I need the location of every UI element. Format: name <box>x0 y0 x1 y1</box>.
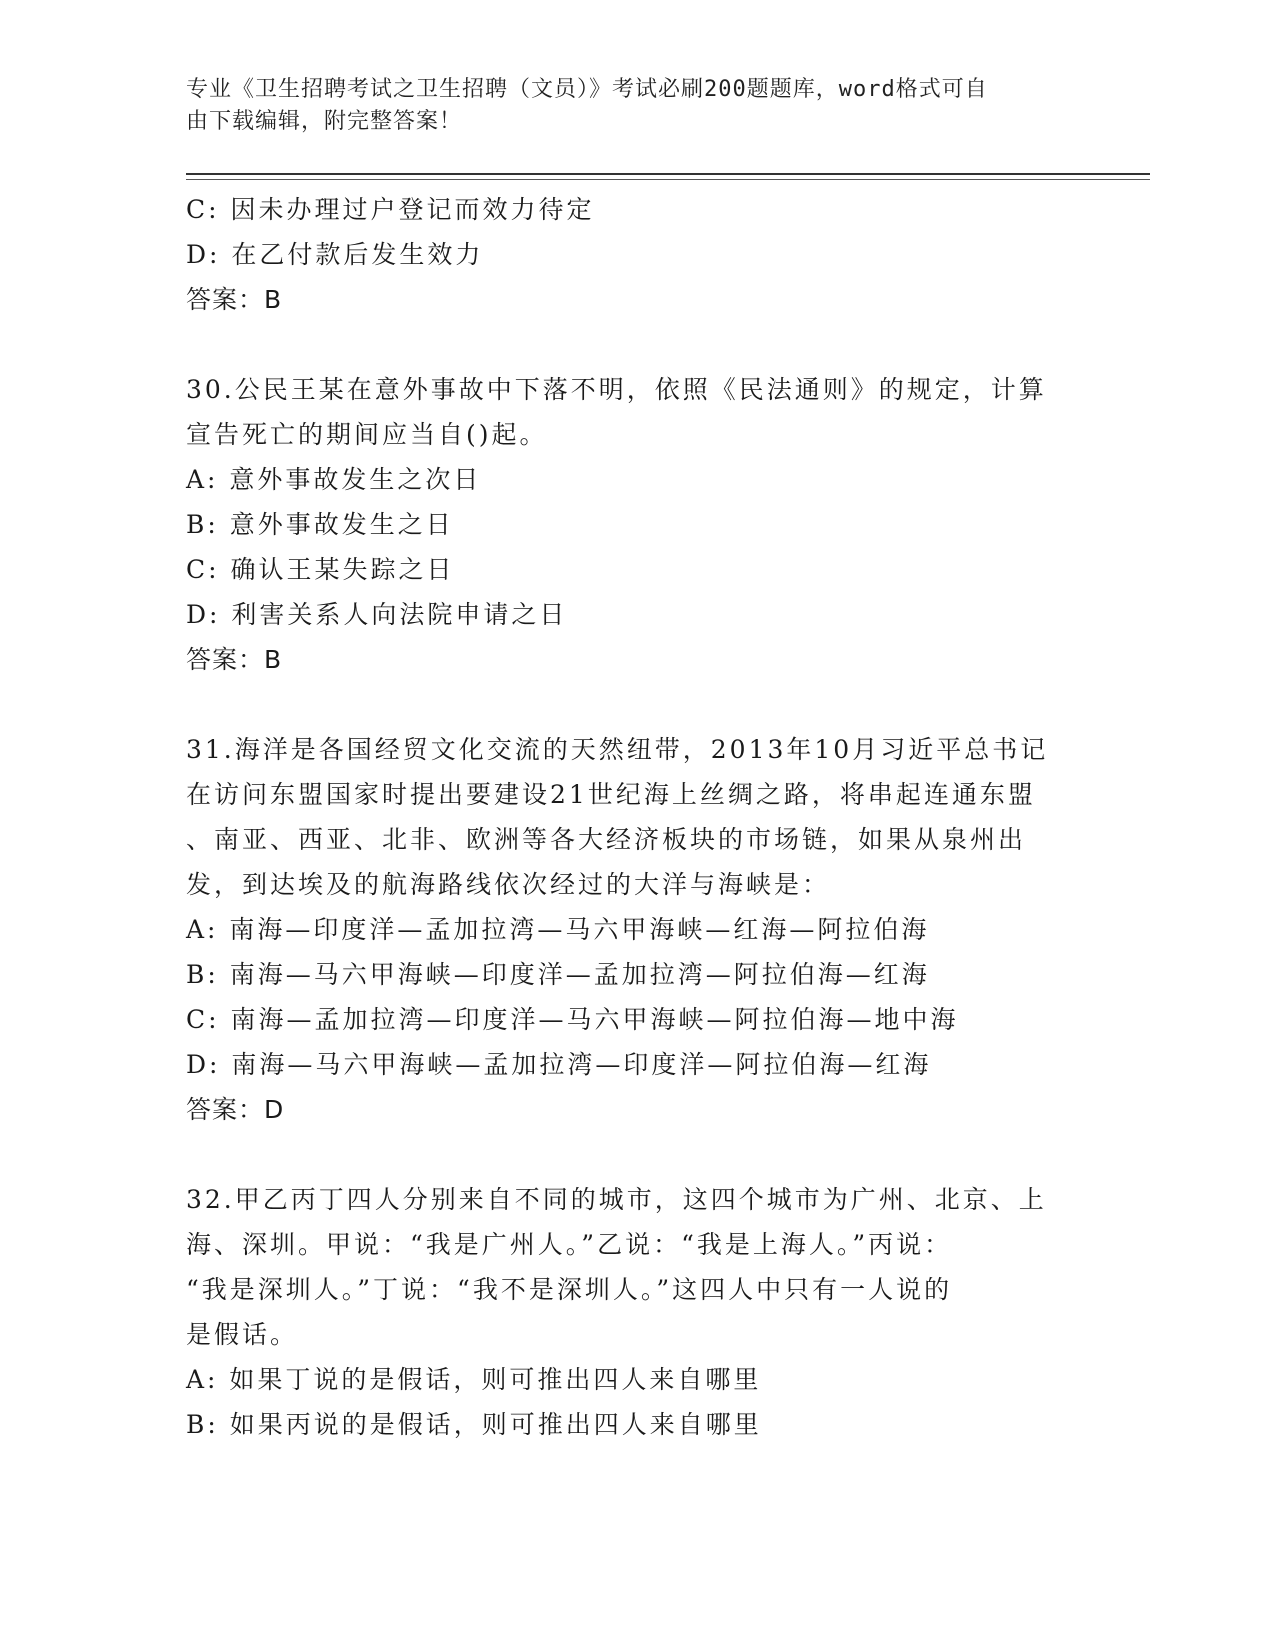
option-c: C: 因未办理过户登记而效力待定 <box>186 195 595 224</box>
spacer <box>186 1132 1086 1177</box>
question-stem-line: 32.甲乙丙丁四人分别来自不同的城市，这四个城市为广州、北京、上 <box>186 1185 1047 1214</box>
option-a: A: 南海—印度洋—孟加拉湾—马六甲海峡—红海—阿拉伯海 <box>186 915 930 944</box>
option-a: A: 意外事故发生之次日 <box>186 465 482 494</box>
question-list <box>186 187 1086 1447</box>
option-b: B: 意外事故发生之日 <box>186 510 454 539</box>
option-d: D: 利害关系人向法院申请之日 <box>186 600 568 629</box>
question-31 <box>186 727 1086 1132</box>
spacer <box>186 322 1086 367</box>
header-line-1: 专业《卫生招聘考试之卫生招聘（文员）》考试必刷200题题库，word格式可自 <box>186 77 988 102</box>
question-stem-line: 、南亚、西亚、北非、欧洲等各大经济板块的市场链，如果从泉州出 <box>186 825 1027 854</box>
question-30 <box>186 367 1086 682</box>
option-b: B: 南海—马六甲海峡—印度洋—孟加拉湾—阿拉伯海—红海 <box>186 960 930 989</box>
answer: 答案：B <box>186 285 283 314</box>
question-stem-line: 宣告死亡的期间应当自()起。 <box>186 420 548 449</box>
document-header <box>186 74 1086 138</box>
option-d: D: 南海—马六甲海峡—孟加拉湾—印度洋—阿拉伯海—红海 <box>186 1050 932 1079</box>
option-c: C: 南海—孟加拉湾—印度洋—马六甲海峡—阿拉伯海—地中海 <box>186 1005 959 1034</box>
answer: 答案：D <box>186 1095 285 1124</box>
option-a: A: 如果丁说的是假话，则可推出四人来自哪里 <box>186 1365 762 1394</box>
option-c: C: 确认王某失踪之日 <box>186 555 455 584</box>
question-stem-line: 31.海洋是各国经贸文化交流的天然纽带，2013年10月习近平总书记 <box>186 735 1049 764</box>
question-32 <box>186 1177 1086 1447</box>
header-rule-thick <box>186 173 1150 175</box>
question-stem-line: “我是深圳人。”丁说：“我不是深圳人。”这四人中只有一人说的 <box>186 1275 953 1304</box>
question-stem-line: 在访问东盟国家时提出要建设21世纪海上丝绸之路，将串起连通东盟 <box>186 780 1036 809</box>
answer: 答案：B <box>186 645 283 674</box>
question-stem-line: 发，到达埃及的航海路线依次经过的大洋与海峡是： <box>186 870 831 899</box>
option-d: D: 在乙付款后发生效力 <box>186 240 484 269</box>
question-stem-line: 30.公民王某在意外事故中下落不明，依照《民法通则》的规定，计算 <box>186 375 1047 404</box>
question-stem-line: 海、深圳。甲说：“我是广州人。”乙说：“我是上海人。”丙说： <box>186 1230 953 1259</box>
spacer <box>186 682 1086 727</box>
question-29 <box>186 187 1086 322</box>
question-stem-line: 是假话。 <box>186 1320 299 1349</box>
option-b: B: 如果丙说的是假话，则可推出四人来自哪里 <box>186 1410 762 1439</box>
header-line-2: 由下载编辑，附完整答案！ <box>186 109 463 134</box>
header-rule-thin <box>186 179 1150 180</box>
